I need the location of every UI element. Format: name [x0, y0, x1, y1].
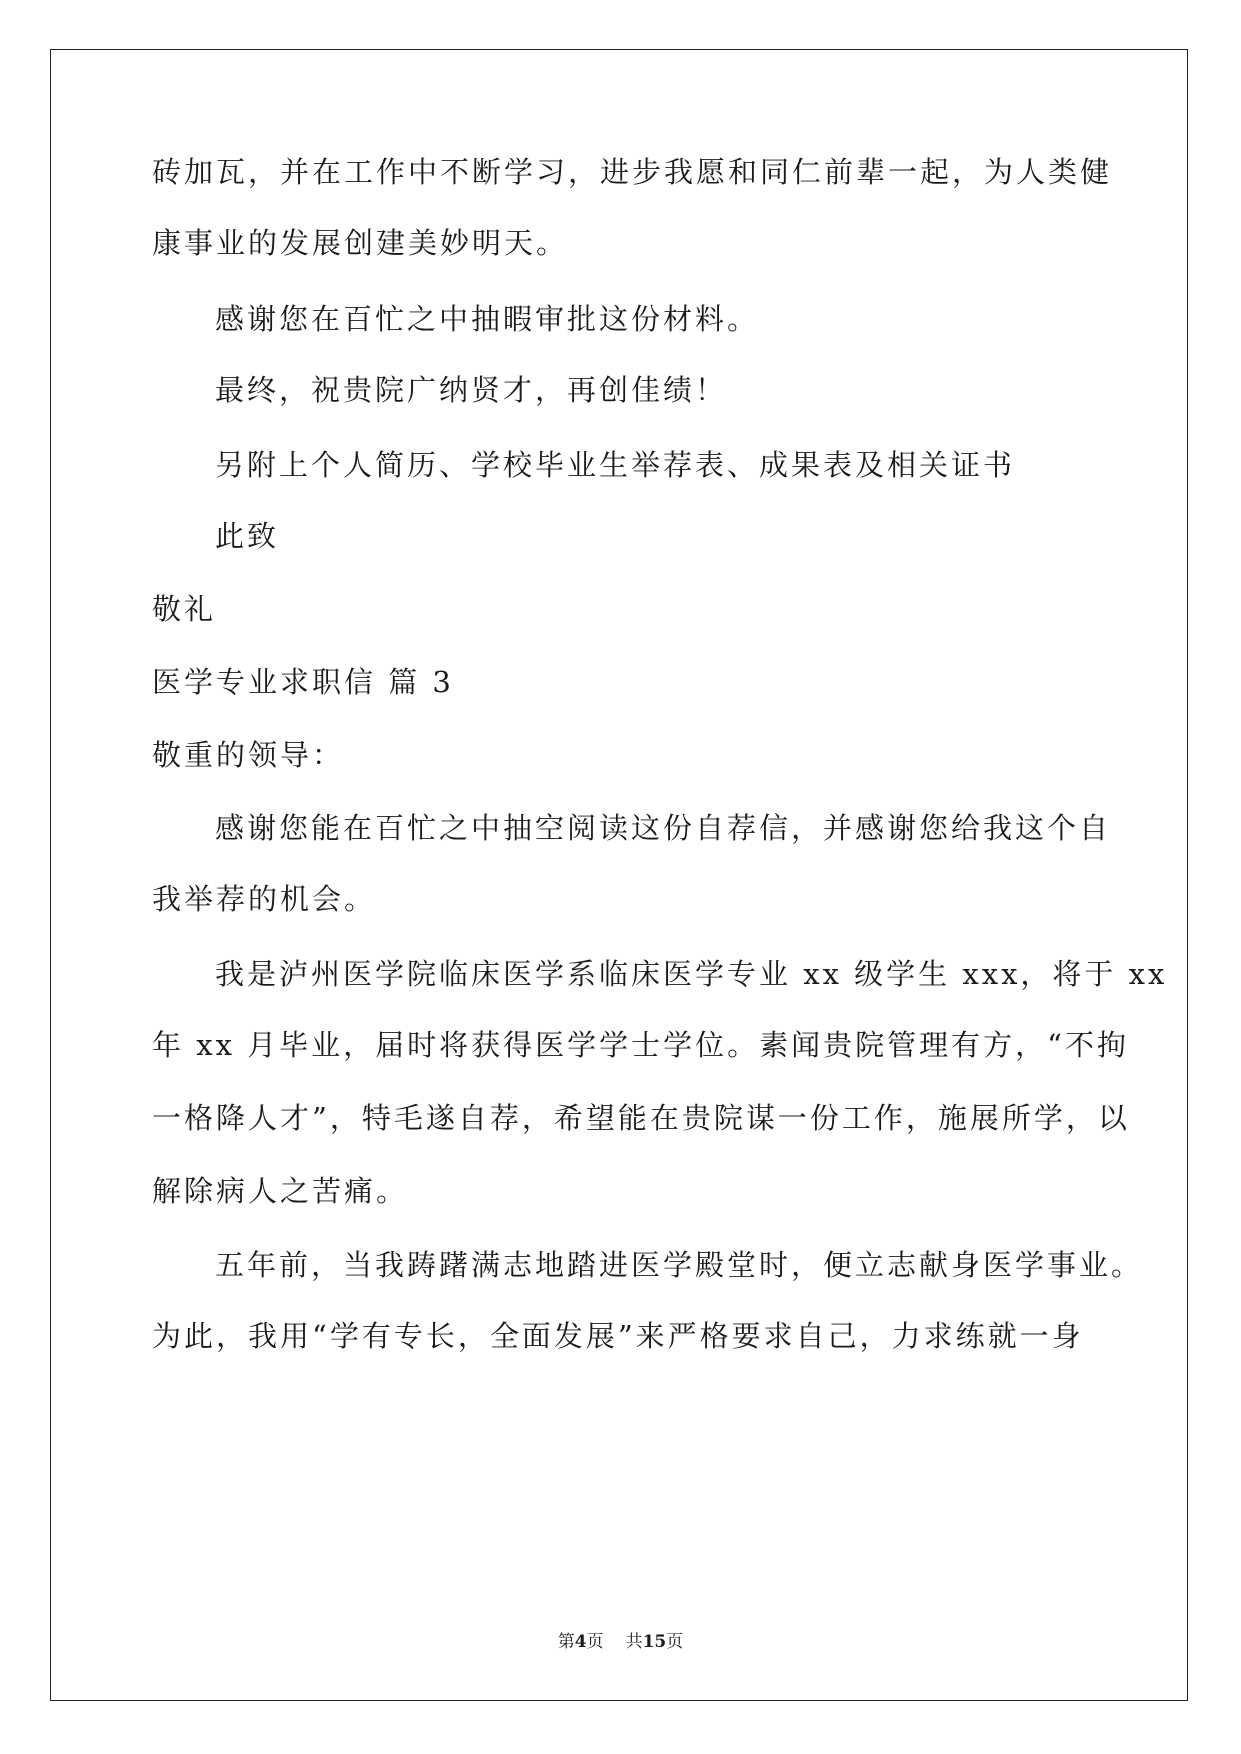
- current-page-number: 4: [574, 1632, 587, 1652]
- body-line-7: 我举荐的机会。: [152, 882, 377, 916]
- closing-salutation: 此致: [215, 519, 280, 553]
- page-unit: 页: [586, 1632, 604, 1652]
- body-line-9: 年 xx 月毕业，届时将获得医学学士学位。素闻贵院管理有方，“不拘: [152, 1028, 1129, 1062]
- body-line-12: 五年前，当我踌躇满志地踏进医学殿堂时，便立志献身医学事业。: [215, 1248, 1144, 1282]
- body-line-10: 一格降人才”，特毛遂自荐，希望能在贵院谋一份工作，施展所学，以: [152, 1101, 1130, 1135]
- body-line-8: 我是泸州医学院临床医学系临床医学专业 xx 级学生 xxx，将于 xx: [215, 957, 1168, 991]
- section-heading: 医学专业求职信 篇 3: [152, 665, 454, 699]
- body-line-5: 另附上个人简历、学校毕业生举荐表、成果表及相关证书: [215, 448, 1016, 482]
- total-unit: 页: [666, 1632, 684, 1652]
- body-line-11: 解除病人之苦痛。: [152, 1174, 409, 1208]
- body-line-13: 为此，我用“学有专长，全面发展”来严格要求自己，力求练就一身: [152, 1319, 1084, 1353]
- body-line-4: 最终，祝贵院广纳贤才，再创佳绩！: [215, 373, 728, 407]
- greeting: 敬重的领导：: [152, 738, 345, 772]
- page-prefix: 第: [557, 1632, 575, 1652]
- page-footer: [0, 1627, 1241, 1652]
- closing-regards: 敬礼: [152, 592, 217, 626]
- body-line-3: 感谢您在百忙之中抽暇审批这份材料。: [215, 302, 760, 336]
- body-line-6: 感谢您能在百忙之中抽空阅读这份自荐信，并感谢您给我这个自: [215, 811, 1112, 845]
- body-line-1: 砖加瓦，并在工作中不断学习，进步我愿和同仁前辈一起，为人类健: [152, 155, 1113, 189]
- body-line-2: 康事业的发展创建美妙明天。: [152, 226, 569, 260]
- page-border: [50, 49, 1188, 1701]
- total-page-number: 15: [642, 1632, 667, 1652]
- total-prefix: 共: [625, 1632, 643, 1652]
